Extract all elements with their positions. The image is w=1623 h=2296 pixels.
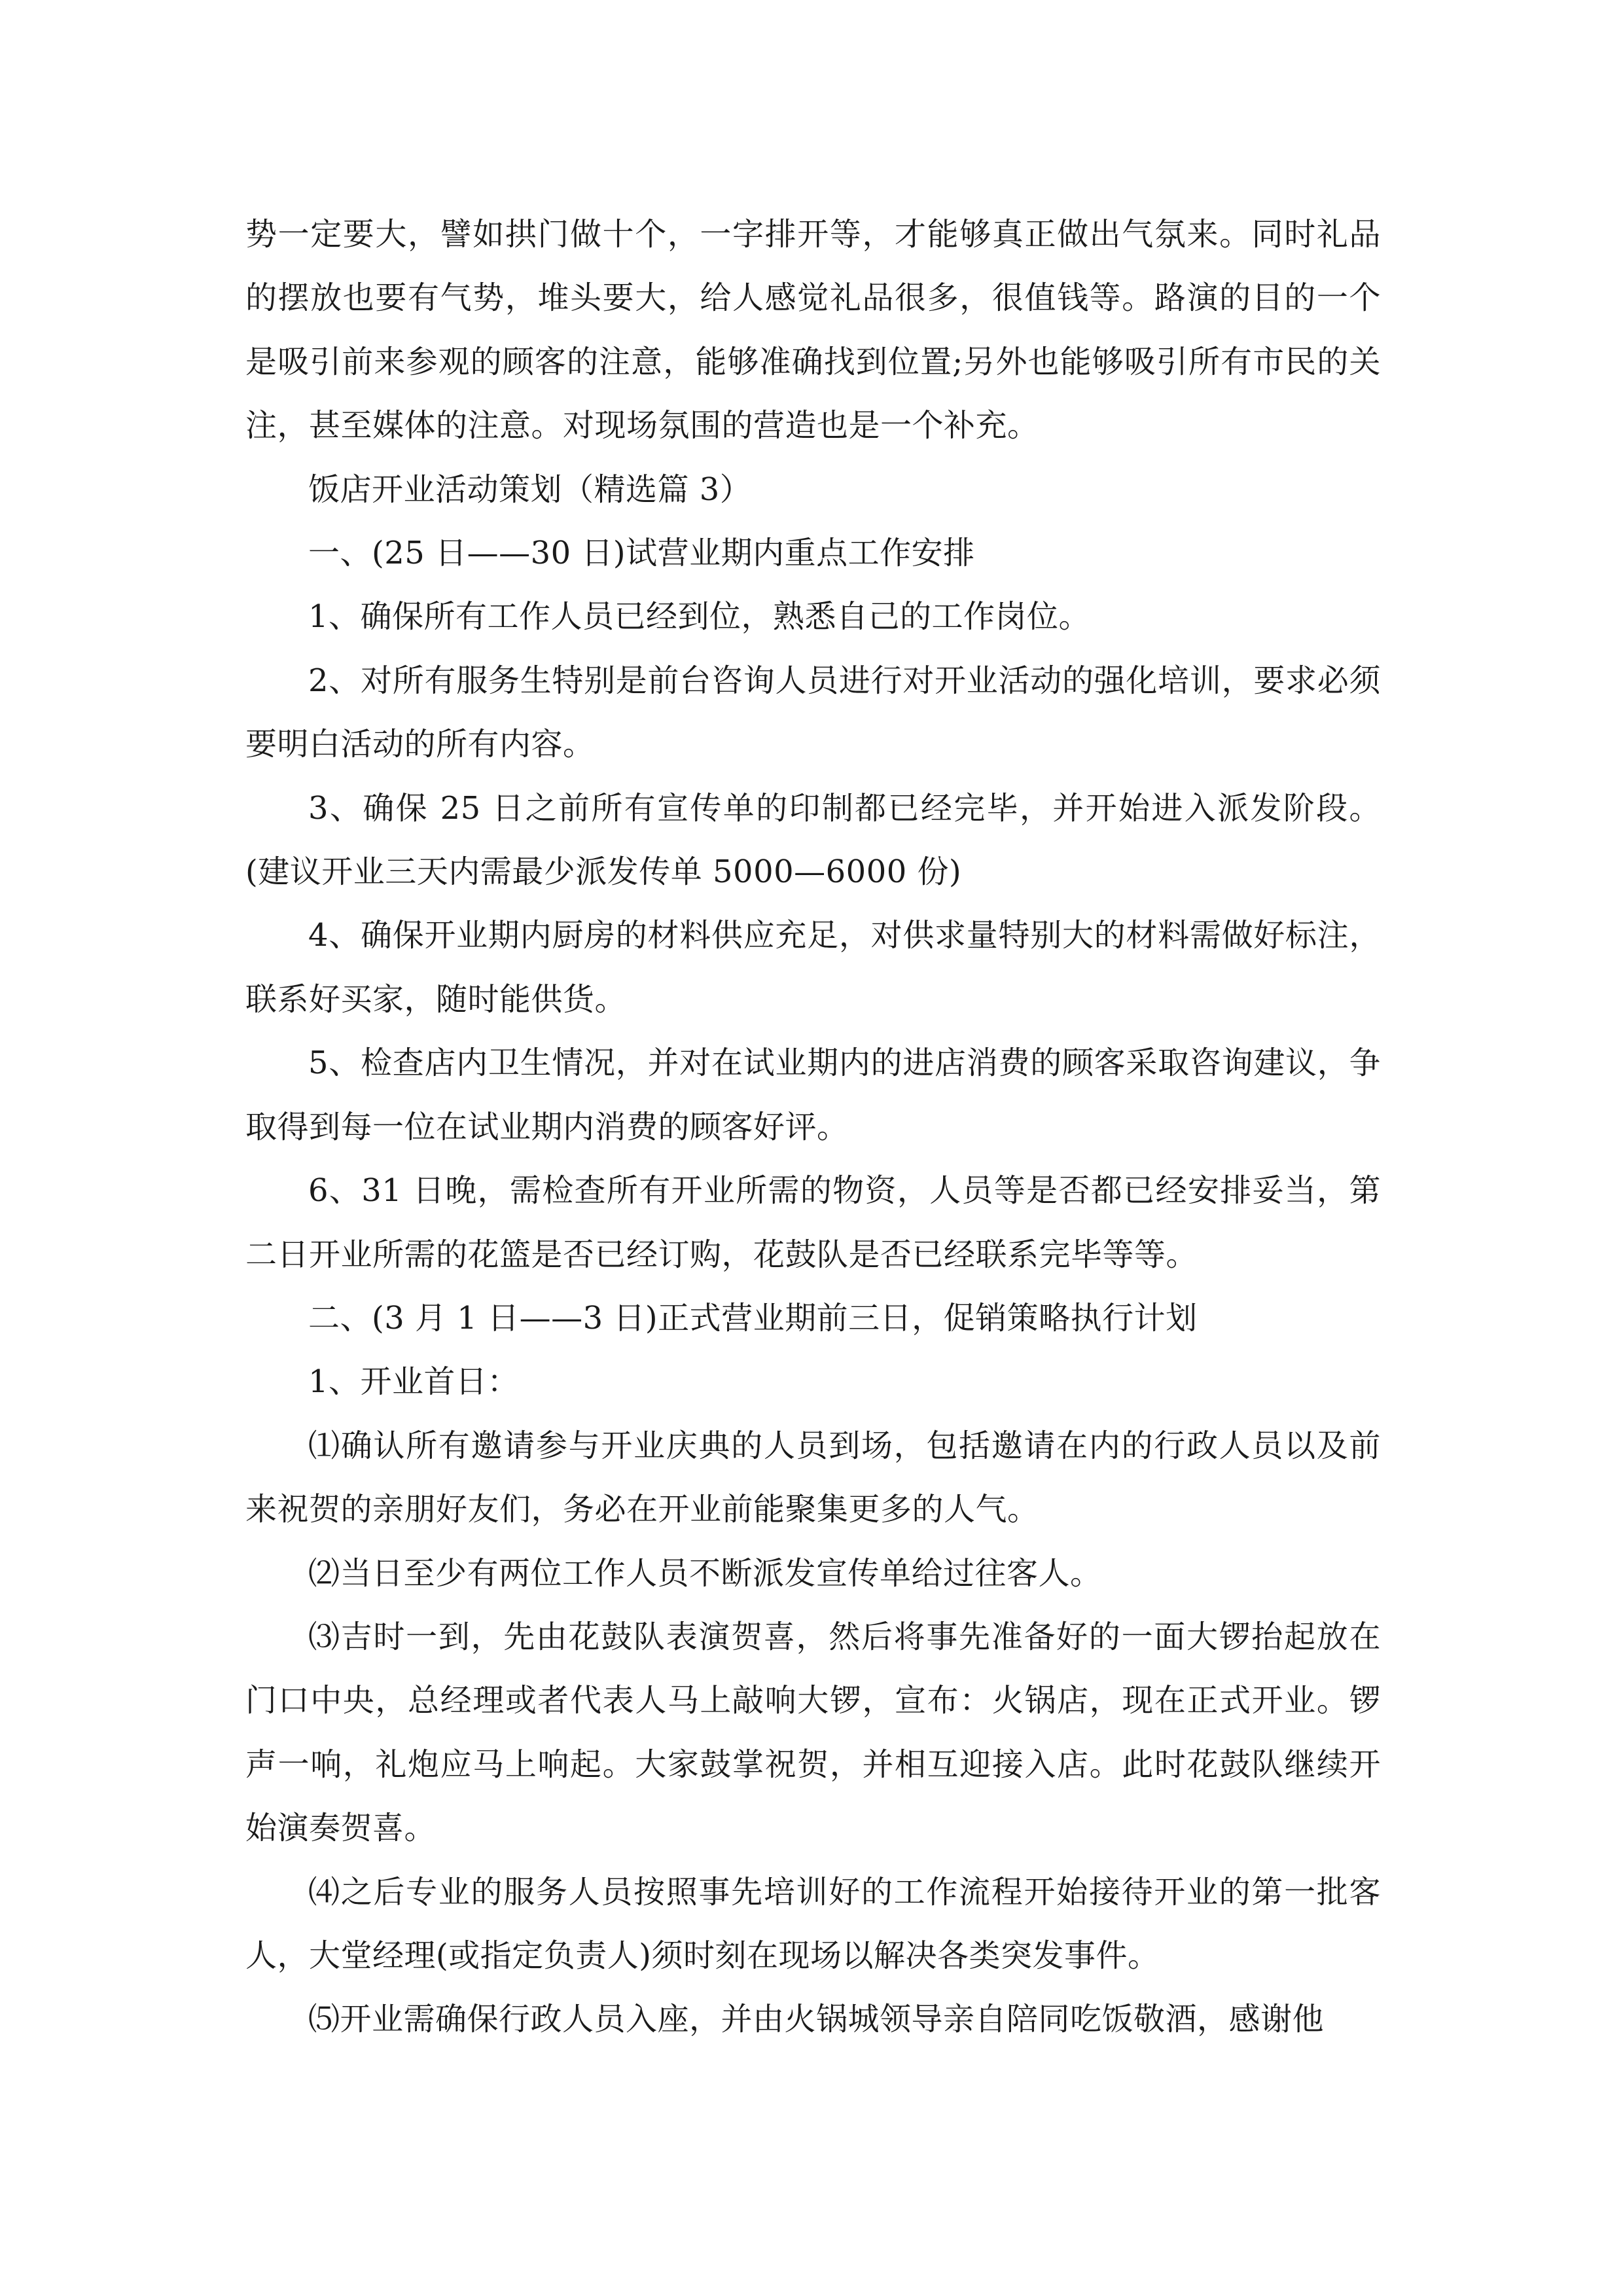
sub-item-4: ⑷之后专业的服务人员按照事先培训好的工作流程开始接待开业的第一批客人，大堂经理(或指定负责人)须时刻在现场以解决各类突发事件。 <box>245 1873 1381 1974</box>
sub-item-2: ⑵当日至少有两位工作人员不断派发宣传单给过往客人。 <box>308 1554 1102 1592</box>
sub-item-3: ⑶吉时一到，先由花鼓队表演贺喜，然后将事先准备好的一面大锣抬起放在门口中央，总经理或者代表人马上敲响大锣，宣布：火锅店，现在正式开业。锣声一响，礼炮应马上响起。大家鼓掌祝贺，并相互迎接入店。此时花鼓队继续开始演奏贺喜。 <box>245 1618 1381 1847</box>
section-heading: 饭店开业活动策划（精选篇 3） <box>308 471 752 508</box>
list-item-4: 4、确保开业期内厨房的材料供应充足，对供求量特别大的材料需做好标注，联系好买家，随时能供货。 <box>245 917 1381 1018</box>
list-item-6: 6、31 日晚，需检查所有开业所需的物资，人员等是否都已经安排妥当，第二日开业所需的花篮是否已经订购，花鼓队是否已经联系完毕等等。 <box>245 1172 1381 1273</box>
list-item-opening-day: 1、开业首日： <box>308 1363 520 1401</box>
paragraph-1: 势一定要大，譬如拱门做十个，一字排开等，才能够真正做出气氛来。同时礼品的摆放也要有气势，堆头要大，给人感觉礼品很多，很值钱等。路演的目的一个是吸引前来参观的顾客的注意，能够准确找到位置;另外也能够吸引所有市民的关注，甚至媒体的注意。对现场氛围的营造也是一个补充。 <box>245 216 1381 444</box>
list-item-3: 3、确保 25 日之前所有宣传单的印制都已经完毕，并开始进入派发阶段。(建议开业三天内需最少派发传单 5000—6000 份) <box>245 789 1381 891</box>
sub-item-1: ⑴确认所有邀请参与开业庆典的人员到场，包括邀请在内的行政人员以及前来祝贺的亲朋好友们，务必在开业前能聚集更多的人气。 <box>245 1427 1381 1528</box>
sub-item-5: ⑸开业需确保行政人员入座，并由火锅城领导亲自陪同吃饭敬酒，感谢他 <box>308 2001 1325 2038</box>
list-item-1: 1、确保所有工作人员已经到位，熟悉自己的工作岗位。 <box>308 598 1091 636</box>
subheading-opening-days: 二、(3 月 1 日——3 日)正式营业期前三日，促销策略执行计划 <box>308 1299 1198 1336</box>
list-item-2: 2、对所有服务生特别是前台咨询人员进行对开业活动的强化培训，要求必须要明白活动的所有内容。 <box>245 662 1381 763</box>
list-item-5: 5、检查店内卫生情况，并对在试业期内的进店消费的顾客采取咨询建议，争取得到每一位在试业期内消费的顾客好评。 <box>245 1045 1381 1145</box>
subheading-trial-period: 一、(25 日——30 日)试营业期内重点工作安排 <box>308 535 975 572</box>
document-body <box>245 203 1381 2052</box>
